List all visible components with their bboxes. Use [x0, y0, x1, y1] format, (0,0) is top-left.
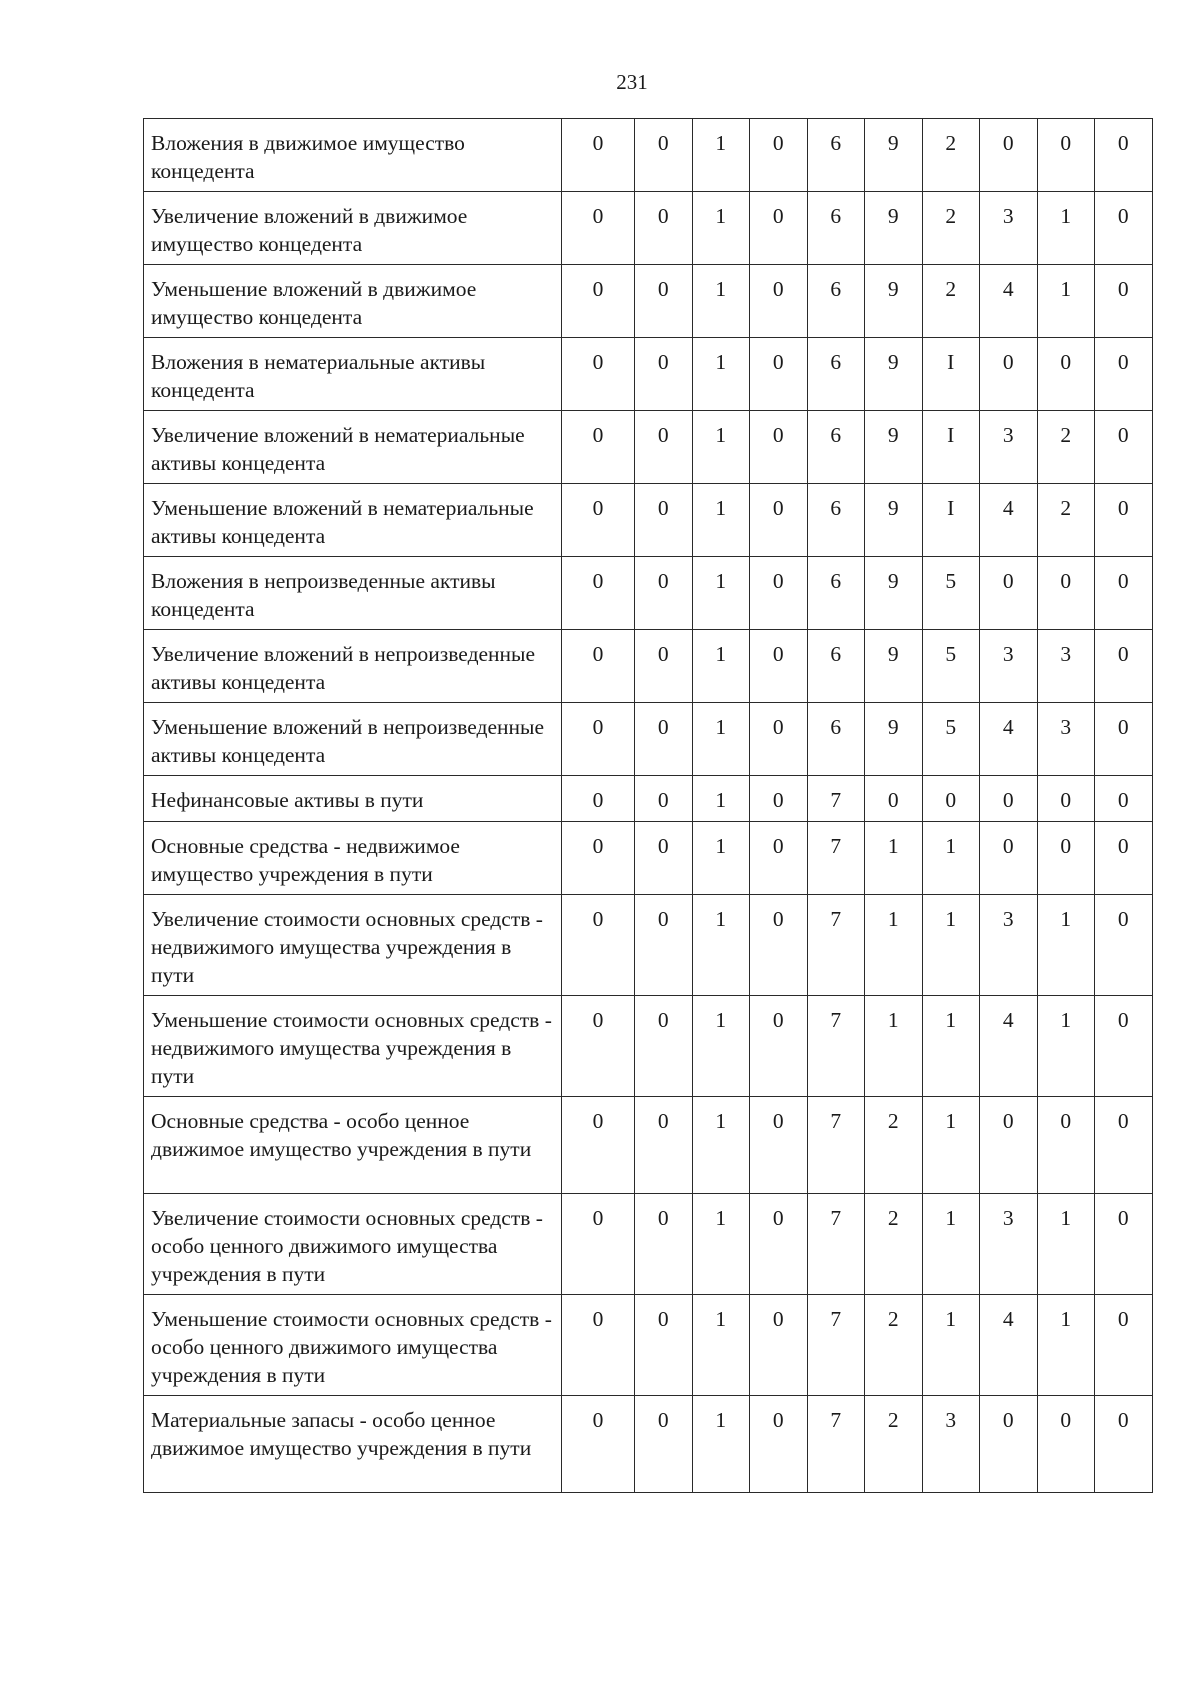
code-digit-cell: 0 — [1095, 895, 1153, 996]
account-name-cell: Нефинансовые активы в пути — [144, 776, 562, 822]
code-digit-cell: 0 — [750, 703, 808, 776]
code-digit-cell: 0 — [635, 703, 693, 776]
code-digit-cell: 1 — [692, 1097, 750, 1194]
code-digit-cell: 0 — [865, 776, 923, 822]
code-digit-cell: 2 — [865, 1194, 923, 1295]
code-digit-cell: 0 — [1037, 557, 1095, 630]
code-digit-cell: 0 — [1037, 822, 1095, 895]
code-digit-cell: 0 — [1095, 338, 1153, 411]
code-digit-cell: 0 — [1037, 1396, 1095, 1493]
code-digit-cell: 1 — [1037, 895, 1095, 996]
code-digit-cell: 0 — [1095, 411, 1153, 484]
code-digit-cell: 1 — [692, 484, 750, 557]
code-digit-cell: 1 — [922, 1295, 980, 1396]
code-digit-cell: 0 — [635, 484, 693, 557]
code-digit-cell: 1 — [692, 338, 750, 411]
code-digit-cell: 0 — [1095, 484, 1153, 557]
code-digit-cell: 1 — [865, 996, 923, 1097]
code-digit-cell: 0 — [635, 996, 693, 1097]
code-digit-cell: 4 — [980, 1295, 1038, 1396]
code-digit-cell: 1 — [865, 822, 923, 895]
code-digit-cell: 0 — [1037, 338, 1095, 411]
code-digit-cell: 1 — [1037, 996, 1095, 1097]
code-digit-cell: 3 — [980, 192, 1038, 265]
code-digit-cell: 0 — [750, 192, 808, 265]
code-digit-cell: 2 — [865, 1396, 923, 1493]
table-row — [144, 411, 1153, 484]
code-digit-cell: 0 — [635, 411, 693, 484]
code-digit-cell: 1 — [692, 192, 750, 265]
code-digit-cell: 7 — [807, 996, 865, 1097]
account-name-cell: Уменьшение вложений в непроизведенные активы концедента — [144, 703, 562, 776]
code-digit-cell: 0 — [635, 1194, 693, 1295]
code-digit-cell: 0 — [562, 192, 635, 265]
table-row — [144, 338, 1153, 411]
code-digit-cell: 0 — [1095, 1194, 1153, 1295]
code-digit-cell: 0 — [750, 822, 808, 895]
code-digit-cell: 0 — [562, 119, 635, 192]
code-digit-cell: 0 — [750, 895, 808, 996]
code-digit-cell: 9 — [865, 119, 923, 192]
code-digit-cell: 2 — [1037, 484, 1095, 557]
code-digit-cell: 4 — [980, 265, 1038, 338]
account-name-cell: Увеличение вложений в нематериальные активы концедента — [144, 411, 562, 484]
table-body — [144, 119, 1153, 1493]
code-digit-cell: 0 — [980, 1097, 1038, 1194]
account-name-cell: Увеличение вложений в движимое имущество концедента — [144, 192, 562, 265]
code-digit-cell: 7 — [807, 1396, 865, 1493]
code-digit-cell: I — [922, 411, 980, 484]
code-digit-cell: 0 — [750, 119, 808, 192]
code-digit-cell: 0 — [635, 119, 693, 192]
account-codes-table — [143, 118, 1153, 1493]
code-digit-cell: 7 — [807, 1295, 865, 1396]
account-name-cell: Уменьшение вложений в движимое имущество концедента — [144, 265, 562, 338]
code-digit-cell: 0 — [635, 1396, 693, 1493]
code-digit-cell: 9 — [865, 557, 923, 630]
table-row — [144, 895, 1153, 996]
code-digit-cell: 9 — [865, 338, 923, 411]
code-digit-cell: 0 — [750, 338, 808, 411]
code-digit-cell: 1 — [692, 119, 750, 192]
code-digit-cell: 0 — [562, 1097, 635, 1194]
code-digit-cell: 0 — [750, 630, 808, 703]
code-digit-cell: 6 — [807, 119, 865, 192]
code-digit-cell: 6 — [807, 484, 865, 557]
code-digit-cell: 1 — [1037, 192, 1095, 265]
code-digit-cell: 0 — [562, 1396, 635, 1493]
code-digit-cell: 3 — [1037, 630, 1095, 703]
code-digit-cell: 1 — [692, 630, 750, 703]
code-digit-cell: 1 — [922, 996, 980, 1097]
code-digit-cell: 1 — [692, 996, 750, 1097]
account-name-cell: Основные средства - недвижимое имущество учреждения в пути — [144, 822, 562, 895]
code-digit-cell: 1 — [692, 895, 750, 996]
code-digit-cell: 1 — [692, 557, 750, 630]
code-digit-cell: 0 — [1037, 1097, 1095, 1194]
table-row — [144, 484, 1153, 557]
code-digit-cell: 6 — [807, 265, 865, 338]
code-digit-cell: 0 — [562, 776, 635, 822]
table-row — [144, 776, 1153, 822]
code-digit-cell: 2 — [922, 192, 980, 265]
account-name-cell: Уменьшение стоимости основных средств - недвижимого имущества учреждения в пути — [144, 996, 562, 1097]
code-digit-cell: 0 — [1037, 776, 1095, 822]
code-digit-cell: 0 — [980, 557, 1038, 630]
code-digit-cell: 0 — [635, 1295, 693, 1396]
code-digit-cell: 0 — [562, 338, 635, 411]
code-digit-cell: 3 — [980, 1194, 1038, 1295]
code-digit-cell: 0 — [1095, 1295, 1153, 1396]
code-digit-cell: 0 — [1037, 119, 1095, 192]
code-digit-cell: 0 — [750, 996, 808, 1097]
code-digit-cell: 1 — [692, 411, 750, 484]
code-digit-cell: 0 — [1095, 996, 1153, 1097]
table-row — [144, 822, 1153, 895]
code-digit-cell: I — [922, 338, 980, 411]
code-digit-cell: 4 — [980, 996, 1038, 1097]
table-row — [144, 1097, 1153, 1194]
account-name-cell: Уменьшение стоимости основных средств - особо ценного движимого имущества учреждения в пути — [144, 1295, 562, 1396]
code-digit-cell: 0 — [562, 1295, 635, 1396]
code-digit-cell: 7 — [807, 1097, 865, 1194]
code-digit-cell: 0 — [562, 484, 635, 557]
table-row — [144, 703, 1153, 776]
code-digit-cell: 0 — [635, 895, 693, 996]
code-digit-cell: 0 — [635, 338, 693, 411]
code-digit-cell: 3 — [980, 411, 1038, 484]
code-digit-cell: 5 — [922, 557, 980, 630]
table-row — [144, 1295, 1153, 1396]
code-digit-cell: 0 — [1095, 1396, 1153, 1493]
code-digit-cell: 9 — [865, 192, 923, 265]
code-digit-cell: 1 — [692, 776, 750, 822]
code-digit-cell: 0 — [1095, 776, 1153, 822]
code-digit-cell: 1 — [692, 703, 750, 776]
code-digit-cell: 7 — [807, 1194, 865, 1295]
code-digit-cell: 4 — [980, 484, 1038, 557]
code-digit-cell: 7 — [807, 776, 865, 822]
code-digit-cell: 0 — [980, 338, 1038, 411]
code-digit-cell: 0 — [1095, 630, 1153, 703]
code-digit-cell: 1 — [922, 1097, 980, 1194]
code-digit-cell: 0 — [922, 776, 980, 822]
code-digit-cell: 9 — [865, 703, 923, 776]
code-digit-cell: 0 — [750, 557, 808, 630]
code-digit-cell: 0 — [750, 265, 808, 338]
code-digit-cell: 0 — [1095, 265, 1153, 338]
code-digit-cell: 0 — [750, 484, 808, 557]
account-name-cell: Вложения в движимое имущество концедента — [144, 119, 562, 192]
code-digit-cell: 1 — [1037, 265, 1095, 338]
code-digit-cell: 1 — [922, 822, 980, 895]
code-digit-cell: 1 — [692, 1194, 750, 1295]
code-digit-cell: 0 — [750, 1194, 808, 1295]
account-name-cell: Увеличение стоимости основных средств - особо ценного движимого имущества учреждения в пути — [144, 1194, 562, 1295]
code-digit-cell: 1 — [1037, 1295, 1095, 1396]
code-digit-cell: 0 — [1095, 557, 1153, 630]
table-row — [144, 119, 1153, 192]
code-digit-cell: 1 — [692, 265, 750, 338]
table-row — [144, 192, 1153, 265]
code-digit-cell: 0 — [635, 265, 693, 338]
code-digit-cell: 0 — [635, 822, 693, 895]
code-digit-cell: 7 — [807, 822, 865, 895]
code-digit-cell: 2 — [865, 1295, 923, 1396]
account-name-cell: Материальные запасы - особо ценное движимое имущество учреждения в пути — [144, 1396, 562, 1493]
code-digit-cell: 9 — [865, 411, 923, 484]
code-digit-cell: 1 — [1037, 1194, 1095, 1295]
code-digit-cell: I — [922, 484, 980, 557]
code-digit-cell: 0 — [1095, 703, 1153, 776]
page-number: 231 — [616, 70, 648, 94]
code-digit-cell: 0 — [635, 630, 693, 703]
table-row — [144, 996, 1153, 1097]
code-digit-cell: 0 — [562, 703, 635, 776]
code-digit-cell: 0 — [750, 1396, 808, 1493]
code-digit-cell: 7 — [807, 895, 865, 996]
code-digit-cell: 0 — [750, 1295, 808, 1396]
code-digit-cell: 5 — [922, 703, 980, 776]
code-digit-cell: 4 — [980, 703, 1038, 776]
code-digit-cell: 6 — [807, 338, 865, 411]
code-digit-cell: 6 — [807, 703, 865, 776]
code-digit-cell: 2 — [922, 119, 980, 192]
table-row — [144, 1194, 1153, 1295]
code-digit-cell: 1 — [692, 1396, 750, 1493]
code-digit-cell: 9 — [865, 484, 923, 557]
code-digit-cell: 6 — [807, 411, 865, 484]
code-digit-cell: 0 — [562, 265, 635, 338]
code-digit-cell: 2 — [1037, 411, 1095, 484]
code-digit-cell: 2 — [922, 265, 980, 338]
code-digit-cell: 0 — [562, 411, 635, 484]
code-digit-cell: 0 — [635, 776, 693, 822]
code-digit-cell: 9 — [865, 630, 923, 703]
table-row — [144, 1396, 1153, 1493]
code-digit-cell: 0 — [980, 1396, 1038, 1493]
code-digit-cell: 0 — [750, 1097, 808, 1194]
code-digit-cell: 0 — [980, 119, 1038, 192]
code-digit-cell: 0 — [750, 776, 808, 822]
code-digit-cell: 0 — [562, 630, 635, 703]
account-name-cell: Основные средства - особо ценное движимое имущество учреждения в пути — [144, 1097, 562, 1194]
code-digit-cell: 0 — [562, 996, 635, 1097]
code-digit-cell: 5 — [922, 630, 980, 703]
code-digit-cell: 6 — [807, 192, 865, 265]
code-digit-cell: 0 — [1095, 822, 1153, 895]
code-digit-cell: 1 — [692, 1295, 750, 1396]
code-digit-cell: 1 — [865, 895, 923, 996]
account-name-cell: Уменьшение вложений в нематериальные активы концедента — [144, 484, 562, 557]
code-digit-cell: 1 — [692, 822, 750, 895]
code-digit-cell: 1 — [922, 1194, 980, 1295]
code-digit-cell: 3 — [980, 895, 1038, 996]
account-name-cell: Увеличение вложений в непроизведенные активы концедента — [144, 630, 562, 703]
code-digit-cell: 9 — [865, 265, 923, 338]
account-name-cell: Вложения в непроизведенные активы концедента — [144, 557, 562, 630]
code-digit-cell: 3 — [980, 630, 1038, 703]
code-digit-cell: 0 — [562, 822, 635, 895]
code-digit-cell: 6 — [807, 630, 865, 703]
code-digit-cell: 0 — [562, 557, 635, 630]
code-digit-cell: 0 — [562, 1194, 635, 1295]
account-name-cell: Увеличение стоимости основных средств - недвижимого имущества учреждения в пути — [144, 895, 562, 996]
account-name-cell: Вложения в нематериальные активы концедента — [144, 338, 562, 411]
code-digit-cell: 0 — [980, 776, 1038, 822]
code-digit-cell: 2 — [865, 1097, 923, 1194]
code-digit-cell: 3 — [1037, 703, 1095, 776]
code-digit-cell: 0 — [750, 411, 808, 484]
code-digit-cell: 3 — [922, 1396, 980, 1493]
code-digit-cell: 0 — [1095, 192, 1153, 265]
code-digit-cell: 0 — [635, 1097, 693, 1194]
code-digit-cell: 0 — [635, 192, 693, 265]
code-digit-cell: 0 — [1095, 119, 1153, 192]
code-digit-cell: 0 — [562, 895, 635, 996]
table-row — [144, 557, 1153, 630]
code-digit-cell: 1 — [922, 895, 980, 996]
code-digit-cell: 0 — [1095, 1097, 1153, 1194]
table-row — [144, 265, 1153, 338]
code-digit-cell: 0 — [635, 557, 693, 630]
code-digit-cell: 6 — [807, 557, 865, 630]
code-digit-cell: 0 — [980, 822, 1038, 895]
table-row — [144, 630, 1153, 703]
